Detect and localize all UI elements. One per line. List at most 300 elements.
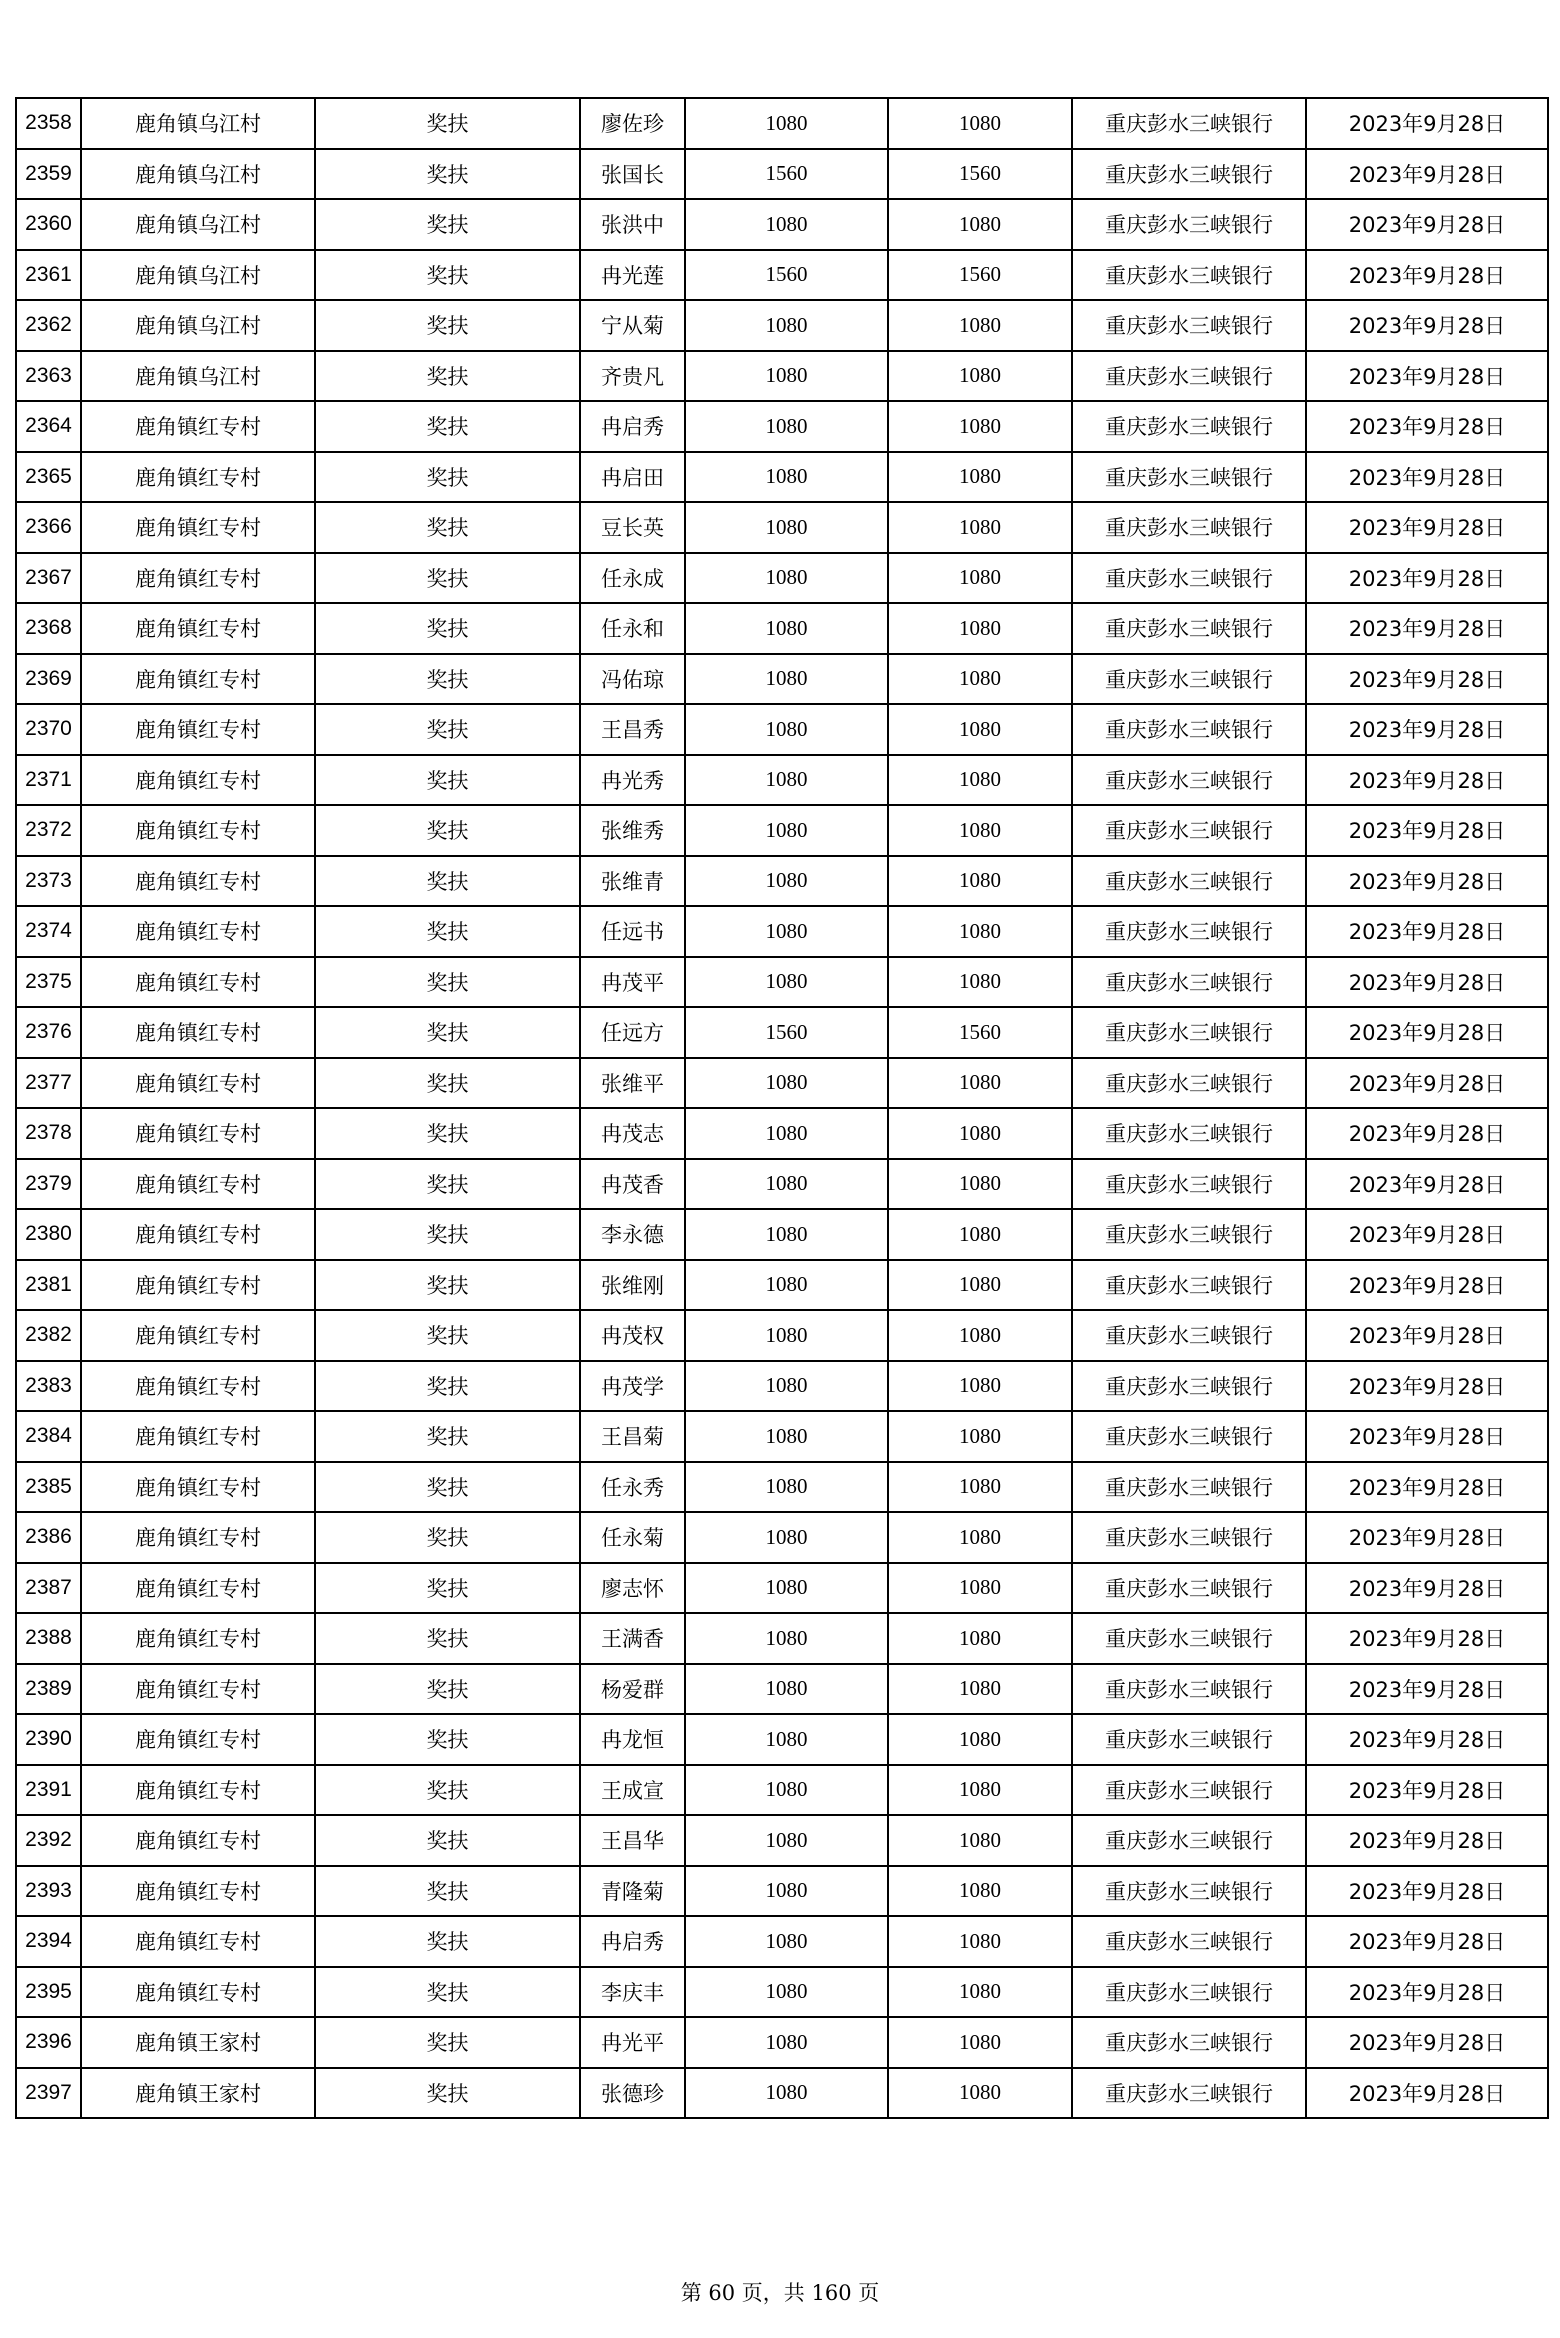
- cell-paid-amount: 1080: [888, 401, 1072, 452]
- cell-amount: 1560: [685, 250, 888, 301]
- cell-recipient-name: 冉茂权: [580, 1310, 685, 1361]
- cell-bank: 重庆彭水三峡银行: [1072, 149, 1306, 200]
- cell-amount: 1080: [685, 906, 888, 957]
- cell-village: 鹿角镇红专村: [81, 502, 315, 553]
- cell-serial-number: 2380: [16, 1209, 81, 1260]
- cell-payment-date: 2023年9月28日: [1306, 1815, 1548, 1866]
- cell-payment-date: 2023年9月28日: [1306, 1411, 1548, 1462]
- table-row: [16, 1512, 1548, 1563]
- cell-recipient-name: 冉茂平: [580, 957, 685, 1008]
- cell-paid-amount: 1080: [888, 1815, 1072, 1866]
- cell-amount: 1080: [685, 1866, 888, 1917]
- cell-recipient-name: 冉龙恒: [580, 1714, 685, 1765]
- cell-payment-date: 2023年9月28日: [1306, 1563, 1548, 1614]
- cell-village: 鹿角镇红专村: [81, 603, 315, 654]
- cell-village: 鹿角镇乌江村: [81, 199, 315, 250]
- cell-recipient-name: 张维刚: [580, 1260, 685, 1311]
- cell-village: 鹿角镇红专村: [81, 1007, 315, 1058]
- cell-recipient-name: 冉启秀: [580, 1916, 685, 1967]
- cell-amount: 1080: [685, 452, 888, 503]
- cell-recipient-name: 冉茂香: [580, 1159, 685, 1210]
- cell-paid-amount: 1080: [888, 199, 1072, 250]
- cell-bank: 重庆彭水三峡银行: [1072, 452, 1306, 503]
- table-row: [16, 199, 1548, 250]
- cell-paid-amount: 1080: [888, 1664, 1072, 1715]
- cell-bank: 重庆彭水三峡银行: [1072, 1512, 1306, 1563]
- cell-payment-date: 2023年9月28日: [1306, 300, 1548, 351]
- table-row: [16, 1159, 1548, 1210]
- cell-subsidy-type: 奖扶: [315, 1007, 580, 1058]
- table-row: [16, 1462, 1548, 1513]
- cell-subsidy-type: 奖扶: [315, 1563, 580, 1614]
- cell-bank: 重庆彭水三峡银行: [1072, 300, 1306, 351]
- cell-amount: 1080: [685, 1159, 888, 1210]
- cell-village: 鹿角镇红专村: [81, 906, 315, 957]
- cell-serial-number: 2373: [16, 856, 81, 907]
- cell-payment-date: 2023年9月28日: [1306, 1209, 1548, 1260]
- cell-paid-amount: 1080: [888, 98, 1072, 149]
- table-row: [16, 1613, 1548, 1664]
- cell-village: 鹿角镇红专村: [81, 805, 315, 856]
- cell-serial-number: 2379: [16, 1159, 81, 1210]
- cell-serial-number: 2384: [16, 1411, 81, 1462]
- cell-amount: 1080: [685, 957, 888, 1008]
- cell-subsidy-type: 奖扶: [315, 1512, 580, 1563]
- cell-bank: 重庆彭水三峡银行: [1072, 2017, 1306, 2068]
- cell-village: 鹿角镇红专村: [81, 1310, 315, 1361]
- cell-bank: 重庆彭水三峡银行: [1072, 1563, 1306, 1614]
- cell-amount: 1080: [685, 1765, 888, 1816]
- cell-village: 鹿角镇红专村: [81, 957, 315, 1008]
- cell-recipient-name: 李永德: [580, 1209, 685, 1260]
- cell-payment-date: 2023年9月28日: [1306, 805, 1548, 856]
- cell-serial-number: 2365: [16, 452, 81, 503]
- cell-payment-date: 2023年9月28日: [1306, 1058, 1548, 1109]
- cell-village: 鹿角镇红专村: [81, 1209, 315, 1260]
- cell-bank: 重庆彭水三峡银行: [1072, 805, 1306, 856]
- cell-amount: 1080: [685, 1916, 888, 1967]
- cell-subsidy-type: 奖扶: [315, 1108, 580, 1159]
- cell-bank: 重庆彭水三峡银行: [1072, 1714, 1306, 1765]
- cell-recipient-name: 张洪中: [580, 199, 685, 250]
- cell-amount: 1080: [685, 1361, 888, 1412]
- cell-subsidy-type: 奖扶: [315, 1664, 580, 1715]
- cell-village: 鹿角镇乌江村: [81, 149, 315, 200]
- cell-recipient-name: 齐贵凡: [580, 351, 685, 402]
- cell-payment-date: 2023年9月28日: [1306, 1664, 1548, 1715]
- table-row: [16, 1209, 1548, 1260]
- cell-village: 鹿角镇红专村: [81, 1967, 315, 2018]
- table-row: [16, 1007, 1548, 1058]
- cell-village: 鹿角镇红专村: [81, 1613, 315, 1664]
- cell-paid-amount: 1080: [888, 957, 1072, 1008]
- cell-payment-date: 2023年9月28日: [1306, 1866, 1548, 1917]
- cell-recipient-name: 冉启田: [580, 452, 685, 503]
- cell-bank: 重庆彭水三峡银行: [1072, 502, 1306, 553]
- cell-paid-amount: 1080: [888, 805, 1072, 856]
- cell-payment-date: 2023年9月28日: [1306, 856, 1548, 907]
- cell-bank: 重庆彭水三峡银行: [1072, 1411, 1306, 1462]
- cell-serial-number: 2394: [16, 1916, 81, 1967]
- cell-bank: 重庆彭水三峡银行: [1072, 1209, 1306, 1260]
- table-row: [16, 957, 1548, 1008]
- cell-subsidy-type: 奖扶: [315, 1260, 580, 1311]
- table-row: [16, 1310, 1548, 1361]
- cell-paid-amount: 1080: [888, 856, 1072, 907]
- cell-bank: 重庆彭水三峡银行: [1072, 351, 1306, 402]
- cell-recipient-name: 廖佐珍: [580, 98, 685, 149]
- cell-bank: 重庆彭水三峡银行: [1072, 1765, 1306, 1816]
- cell-amount: 1560: [685, 149, 888, 200]
- cell-payment-date: 2023年9月28日: [1306, 1512, 1548, 1563]
- cell-serial-number: 2395: [16, 1967, 81, 2018]
- cell-subsidy-type: 奖扶: [315, 1815, 580, 1866]
- cell-payment-date: 2023年9月28日: [1306, 98, 1548, 149]
- cell-paid-amount: 1080: [888, 1714, 1072, 1765]
- cell-subsidy-type: 奖扶: [315, 98, 580, 149]
- cell-amount: 1080: [685, 502, 888, 553]
- table-row: [16, 351, 1548, 402]
- subsidy-register-table: [15, 97, 1549, 2119]
- cell-payment-date: 2023年9月28日: [1306, 906, 1548, 957]
- cell-serial-number: 2360: [16, 199, 81, 250]
- cell-village: 鹿角镇红专村: [81, 553, 315, 604]
- cell-paid-amount: 1080: [888, 704, 1072, 755]
- cell-amount: 1080: [685, 351, 888, 402]
- cell-recipient-name: 冉启秀: [580, 401, 685, 452]
- cell-bank: 重庆彭水三峡银行: [1072, 1613, 1306, 1664]
- cell-payment-date: 2023年9月28日: [1306, 553, 1548, 604]
- table-row: [16, 1108, 1548, 1159]
- cell-recipient-name: 冉茂学: [580, 1361, 685, 1412]
- cell-village: 鹿角镇乌江村: [81, 98, 315, 149]
- cell-village: 鹿角镇红专村: [81, 654, 315, 705]
- cell-bank: 重庆彭水三峡银行: [1072, 1108, 1306, 1159]
- cell-serial-number: 2363: [16, 351, 81, 402]
- cell-subsidy-type: 奖扶: [315, 502, 580, 553]
- cell-paid-amount: 1080: [888, 1260, 1072, 1311]
- table-row: [16, 1664, 1548, 1715]
- cell-amount: 1080: [685, 1664, 888, 1715]
- cell-paid-amount: 1080: [888, 2068, 1072, 2119]
- cell-village: 鹿角镇红专村: [81, 856, 315, 907]
- cell-amount: 1080: [685, 1967, 888, 2018]
- cell-village: 鹿角镇红专村: [81, 704, 315, 755]
- cell-recipient-name: 杨爱群: [580, 1664, 685, 1715]
- table-body: [16, 98, 1548, 2118]
- cell-village: 鹿角镇乌江村: [81, 300, 315, 351]
- cell-bank: 重庆彭水三峡银行: [1072, 1967, 1306, 2018]
- cell-subsidy-type: 奖扶: [315, 755, 580, 806]
- table-row: [16, 1260, 1548, 1311]
- cell-serial-number: 2371: [16, 755, 81, 806]
- cell-serial-number: 2397: [16, 2068, 81, 2119]
- cell-village: 鹿角镇红专村: [81, 1462, 315, 1513]
- cell-amount: 1080: [685, 98, 888, 149]
- cell-bank: 重庆彭水三峡银行: [1072, 1007, 1306, 1058]
- cell-payment-date: 2023年9月28日: [1306, 1007, 1548, 1058]
- cell-subsidy-type: 奖扶: [315, 1209, 580, 1260]
- cell-payment-date: 2023年9月28日: [1306, 1765, 1548, 1816]
- cell-serial-number: 2366: [16, 502, 81, 553]
- cell-village: 鹿角镇红专村: [81, 1866, 315, 1917]
- cell-paid-amount: 1080: [888, 1765, 1072, 1816]
- cell-recipient-name: 冯佑琼: [580, 654, 685, 705]
- cell-recipient-name: 王昌华: [580, 1815, 685, 1866]
- cell-payment-date: 2023年9月28日: [1306, 2068, 1548, 2119]
- cell-subsidy-type: 奖扶: [315, 654, 580, 705]
- cell-paid-amount: 1080: [888, 300, 1072, 351]
- cell-serial-number: 2396: [16, 2017, 81, 2068]
- cell-paid-amount: 1080: [888, 1209, 1072, 1260]
- cell-subsidy-type: 奖扶: [315, 856, 580, 907]
- cell-village: 鹿角镇乌江村: [81, 351, 315, 402]
- table-row: [16, 502, 1548, 553]
- table-row: [16, 2017, 1548, 2068]
- table-row: [16, 2068, 1548, 2119]
- cell-recipient-name: 张维平: [580, 1058, 685, 1109]
- cell-amount: 1080: [685, 1058, 888, 1109]
- cell-serial-number: 2381: [16, 1260, 81, 1311]
- cell-bank: 重庆彭水三峡银行: [1072, 2068, 1306, 2119]
- cell-bank: 重庆彭水三峡银行: [1072, 856, 1306, 907]
- cell-bank: 重庆彭水三峡银行: [1072, 98, 1306, 149]
- cell-subsidy-type: 奖扶: [315, 250, 580, 301]
- cell-village: 鹿角镇红专村: [81, 1512, 315, 1563]
- cell-paid-amount: 1080: [888, 1159, 1072, 1210]
- cell-paid-amount: 1080: [888, 1411, 1072, 1462]
- cell-paid-amount: 1080: [888, 1361, 1072, 1412]
- cell-serial-number: 2390: [16, 1714, 81, 1765]
- cell-amount: 1080: [685, 1310, 888, 1361]
- cell-paid-amount: 1080: [888, 553, 1072, 604]
- cell-subsidy-type: 奖扶: [315, 1462, 580, 1513]
- table-row: [16, 1815, 1548, 1866]
- table-row: [16, 553, 1548, 604]
- table-row: [16, 755, 1548, 806]
- cell-amount: 1080: [685, 704, 888, 755]
- cell-recipient-name: 任永和: [580, 603, 685, 654]
- cell-bank: 重庆彭水三峡银行: [1072, 401, 1306, 452]
- cell-recipient-name: 豆长英: [580, 502, 685, 553]
- cell-bank: 重庆彭水三峡银行: [1072, 1664, 1306, 1715]
- cell-serial-number: 2372: [16, 805, 81, 856]
- cell-amount: 1080: [685, 2017, 888, 2068]
- cell-serial-number: 2389: [16, 1664, 81, 1715]
- cell-serial-number: 2391: [16, 1765, 81, 1816]
- page-number-footer: 第 60 页，共 160 页: [680, 2281, 880, 2305]
- cell-subsidy-type: 奖扶: [315, 1058, 580, 1109]
- cell-paid-amount: 1080: [888, 906, 1072, 957]
- cell-subsidy-type: 奖扶: [315, 2068, 580, 2119]
- cell-bank: 重庆彭水三峡银行: [1072, 1058, 1306, 1109]
- cell-serial-number: 2362: [16, 300, 81, 351]
- cell-bank: 重庆彭水三峡银行: [1072, 1916, 1306, 1967]
- table-row: [16, 1967, 1548, 2018]
- cell-paid-amount: 1080: [888, 1108, 1072, 1159]
- cell-village: 鹿角镇红专村: [81, 755, 315, 806]
- cell-recipient-name: 廖志怀: [580, 1563, 685, 1614]
- cell-village: 鹿角镇红专村: [81, 1361, 315, 1412]
- cell-amount: 1080: [685, 755, 888, 806]
- cell-serial-number: 2378: [16, 1108, 81, 1159]
- cell-amount: 1080: [685, 1260, 888, 1311]
- cell-serial-number: 2388: [16, 1613, 81, 1664]
- cell-serial-number: 2382: [16, 1310, 81, 1361]
- cell-payment-date: 2023年9月28日: [1306, 2017, 1548, 2068]
- cell-village: 鹿角镇王家村: [81, 2017, 315, 2068]
- cell-paid-amount: 1080: [888, 1866, 1072, 1917]
- cell-payment-date: 2023年9月28日: [1306, 351, 1548, 402]
- cell-recipient-name: 任永秀: [580, 1462, 685, 1513]
- cell-recipient-name: 张维青: [580, 856, 685, 907]
- cell-recipient-name: 张德珍: [580, 2068, 685, 2119]
- table-row: [16, 1058, 1548, 1109]
- cell-village: 鹿角镇红专村: [81, 1260, 315, 1311]
- cell-amount: 1080: [685, 1815, 888, 1866]
- cell-paid-amount: 1080: [888, 502, 1072, 553]
- cell-paid-amount: 1080: [888, 654, 1072, 705]
- table-row: [16, 1916, 1548, 1967]
- cell-paid-amount: 1080: [888, 1613, 1072, 1664]
- cell-payment-date: 2023年9月28日: [1306, 654, 1548, 705]
- cell-bank: 重庆彭水三峡银行: [1072, 1159, 1306, 1210]
- cell-bank: 重庆彭水三峡银行: [1072, 1866, 1306, 1917]
- cell-paid-amount: 1080: [888, 1462, 1072, 1513]
- cell-subsidy-type: 奖扶: [315, 1613, 580, 1664]
- cell-bank: 重庆彭水三峡银行: [1072, 1361, 1306, 1412]
- cell-payment-date: 2023年9月28日: [1306, 149, 1548, 200]
- cell-bank: 重庆彭水三峡银行: [1072, 957, 1306, 1008]
- cell-payment-date: 2023年9月28日: [1306, 1159, 1548, 1210]
- cell-payment-date: 2023年9月28日: [1306, 704, 1548, 755]
- cell-subsidy-type: 奖扶: [315, 906, 580, 957]
- table-row: [16, 856, 1548, 907]
- cell-serial-number: 2385: [16, 1462, 81, 1513]
- cell-recipient-name: 任永菊: [580, 1512, 685, 1563]
- cell-payment-date: 2023年9月28日: [1306, 1916, 1548, 1967]
- cell-payment-date: 2023年9月28日: [1306, 1108, 1548, 1159]
- cell-bank: 重庆彭水三峡银行: [1072, 1462, 1306, 1513]
- table-row: [16, 1361, 1548, 1412]
- cell-paid-amount: 1080: [888, 603, 1072, 654]
- cell-subsidy-type: 奖扶: [315, 1714, 580, 1765]
- cell-recipient-name: 宁从菊: [580, 300, 685, 351]
- cell-bank: 重庆彭水三峡银行: [1072, 906, 1306, 957]
- cell-recipient-name: 王昌菊: [580, 1411, 685, 1462]
- cell-subsidy-type: 奖扶: [315, 1411, 580, 1462]
- cell-payment-date: 2023年9月28日: [1306, 502, 1548, 553]
- table-row: [16, 98, 1548, 149]
- cell-bank: 重庆彭水三峡银行: [1072, 1310, 1306, 1361]
- cell-amount: 1080: [685, 1108, 888, 1159]
- cell-recipient-name: 任永成: [580, 553, 685, 604]
- cell-payment-date: 2023年9月28日: [1306, 957, 1548, 1008]
- cell-village: 鹿角镇王家村: [81, 2068, 315, 2119]
- table-row: [16, 805, 1548, 856]
- cell-recipient-name: 冉光秀: [580, 755, 685, 806]
- cell-bank: 重庆彭水三峡银行: [1072, 199, 1306, 250]
- cell-subsidy-type: 奖扶: [315, 149, 580, 200]
- cell-subsidy-type: 奖扶: [315, 1159, 580, 1210]
- cell-paid-amount: 1080: [888, 1310, 1072, 1361]
- cell-subsidy-type: 奖扶: [315, 957, 580, 1008]
- cell-amount: 1080: [685, 1512, 888, 1563]
- cell-serial-number: 2359: [16, 149, 81, 200]
- cell-amount: 1080: [685, 603, 888, 654]
- cell-payment-date: 2023年9月28日: [1306, 1462, 1548, 1513]
- cell-paid-amount: 1560: [888, 250, 1072, 301]
- cell-amount: 1080: [685, 1714, 888, 1765]
- cell-amount: 1080: [685, 805, 888, 856]
- cell-village: 鹿角镇红专村: [81, 1411, 315, 1462]
- cell-amount: 1080: [685, 199, 888, 250]
- cell-subsidy-type: 奖扶: [315, 452, 580, 503]
- cell-subsidy-type: 奖扶: [315, 1765, 580, 1816]
- cell-amount: 1080: [685, 1613, 888, 1664]
- cell-subsidy-type: 奖扶: [315, 1967, 580, 2018]
- cell-bank: 重庆彭水三峡银行: [1072, 1815, 1306, 1866]
- cell-bank: 重庆彭水三峡银行: [1072, 250, 1306, 301]
- cell-serial-number: 2368: [16, 603, 81, 654]
- cell-payment-date: 2023年9月28日: [1306, 401, 1548, 452]
- cell-payment-date: 2023年9月28日: [1306, 1310, 1548, 1361]
- table-row: [16, 1411, 1548, 1462]
- cell-amount: 1080: [685, 300, 888, 351]
- cell-subsidy-type: 奖扶: [315, 1916, 580, 1967]
- cell-village: 鹿角镇红专村: [81, 1765, 315, 1816]
- cell-serial-number: 2364: [16, 401, 81, 452]
- cell-serial-number: 2374: [16, 906, 81, 957]
- table-row: [16, 1765, 1548, 1816]
- cell-recipient-name: 王满香: [580, 1613, 685, 1664]
- cell-village: 鹿角镇红专村: [81, 1916, 315, 1967]
- cell-serial-number: 2367: [16, 553, 81, 604]
- cell-village: 鹿角镇红专村: [81, 1664, 315, 1715]
- table-row: [16, 1714, 1548, 1765]
- cell-payment-date: 2023年9月28日: [1306, 1260, 1548, 1311]
- cell-paid-amount: 1080: [888, 1967, 1072, 2018]
- cell-village: 鹿角镇红专村: [81, 401, 315, 452]
- cell-recipient-name: 青隆菊: [580, 1866, 685, 1917]
- cell-recipient-name: 冉茂志: [580, 1108, 685, 1159]
- cell-bank: 重庆彭水三峡银行: [1072, 755, 1306, 806]
- cell-subsidy-type: 奖扶: [315, 805, 580, 856]
- cell-village: 鹿角镇红专村: [81, 1563, 315, 1614]
- cell-subsidy-type: 奖扶: [315, 2017, 580, 2068]
- cell-payment-date: 2023年9月28日: [1306, 755, 1548, 806]
- cell-amount: 1080: [685, 1411, 888, 1462]
- cell-paid-amount: 1080: [888, 1563, 1072, 1614]
- cell-paid-amount: 1560: [888, 1007, 1072, 1058]
- cell-recipient-name: 李庆丰: [580, 1967, 685, 2018]
- cell-amount: 1080: [685, 2068, 888, 2119]
- cell-recipient-name: 冉光平: [580, 2017, 685, 2068]
- cell-serial-number: 2377: [16, 1058, 81, 1109]
- cell-subsidy-type: 奖扶: [315, 351, 580, 402]
- table-row: [16, 300, 1548, 351]
- cell-village: 鹿角镇红专村: [81, 1058, 315, 1109]
- cell-bank: 重庆彭水三峡银行: [1072, 603, 1306, 654]
- cell-amount: 1560: [685, 1007, 888, 1058]
- cell-paid-amount: 1080: [888, 1058, 1072, 1109]
- cell-paid-amount: 1080: [888, 1512, 1072, 1563]
- cell-paid-amount: 1080: [888, 452, 1072, 503]
- cell-serial-number: 2375: [16, 957, 81, 1008]
- cell-recipient-name: 任远方: [580, 1007, 685, 1058]
- cell-recipient-name: 王成宣: [580, 1765, 685, 1816]
- cell-paid-amount: 1560: [888, 149, 1072, 200]
